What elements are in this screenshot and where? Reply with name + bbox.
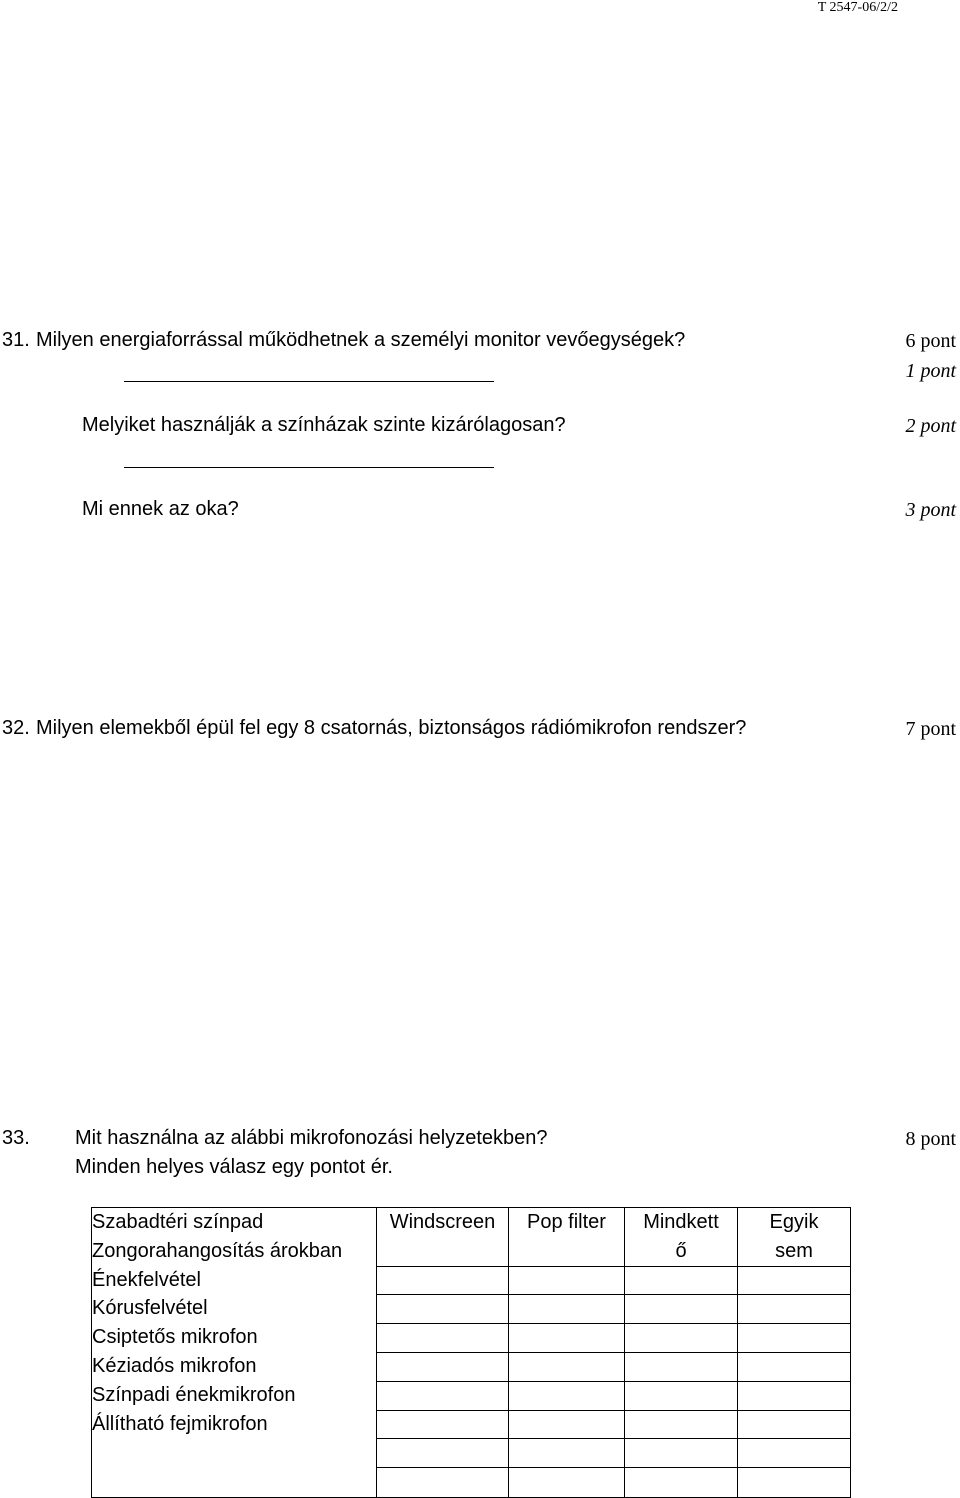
answer-cell[interactable]: [509, 1267, 624, 1296]
answer-cell[interactable]: [377, 1468, 508, 1497]
answer-cell[interactable]: [738, 1468, 850, 1497]
q31-answer-line-2[interactable]: [124, 467, 494, 468]
row-label: Állítható fejmikrofon: [92, 1412, 268, 1435]
column-header-line: sem: [775, 1239, 813, 1262]
row-label: Csiptetős mikrofon: [92, 1326, 258, 1349]
q31-question: Milyen energiaforrással működhetnek a személyi monitor vevőegységek?: [36, 329, 686, 351]
q33-points: 8 pont: [905, 1128, 956, 1150]
answer-cell[interactable]: [625, 1324, 737, 1353]
answer-cell[interactable]: [509, 1439, 624, 1468]
answer-cell[interactable]: [738, 1382, 850, 1411]
answer-column-windscreen: [377, 1266, 509, 1497]
answer-cell[interactable]: [509, 1295, 624, 1324]
q31-sub3-points: 3 pont: [905, 499, 956, 521]
answer-cell[interactable]: [377, 1267, 508, 1296]
q31-number: 31.: [2, 329, 30, 351]
answer-cell[interactable]: [377, 1324, 508, 1353]
row-label: Szabadtéri színpad: [92, 1211, 264, 1233]
document-code: T 2547-06/2/2: [817, 0, 898, 15]
q32-number: 32.: [2, 717, 30, 739]
answer-cell[interactable]: [738, 1295, 850, 1324]
answer-cell[interactable]: [738, 1411, 850, 1440]
q32-points: 7 pont: [905, 718, 956, 740]
answer-cell[interactable]: [509, 1411, 624, 1440]
row-label: Kéziadós mikrofon: [92, 1354, 257, 1377]
answer-cell[interactable]: [509, 1382, 624, 1411]
row-label: Zongorahangosítás árokban: [92, 1239, 343, 1262]
answer-cell[interactable]: [625, 1439, 737, 1468]
q33-answer-table: [91, 1207, 851, 1498]
answer-cell[interactable]: [625, 1295, 737, 1324]
answer-cell[interactable]: [509, 1468, 624, 1497]
answer-cell[interactable]: [377, 1353, 508, 1382]
q31-sub2-points: 2 pont: [905, 415, 956, 437]
column-header-line: Windscreen: [389, 1211, 496, 1233]
q31-answer-line-1[interactable]: [124, 381, 494, 382]
answer-column-neither: [738, 1266, 851, 1497]
q33-number: 33.: [2, 1127, 30, 1149]
q33-instruction: Minden helyes válasz egy pontot ér.: [75, 1156, 393, 1178]
answer-column-both: [625, 1266, 738, 1497]
answer-cell[interactable]: [377, 1295, 508, 1324]
column-header-both: [625, 1208, 738, 1267]
answer-cell[interactable]: [625, 1353, 737, 1382]
row-label: Énekfelvétel: [92, 1268, 201, 1291]
answer-cell[interactable]: [738, 1439, 850, 1468]
answer-cell[interactable]: [738, 1267, 850, 1296]
answer-cell[interactable]: [377, 1411, 508, 1440]
answer-cell[interactable]: [625, 1267, 737, 1296]
column-header-windscreen: [377, 1208, 509, 1267]
q31-points: 6 pont: [905, 330, 956, 352]
answer-cell[interactable]: [625, 1468, 737, 1497]
q31-sub3-question: Mi ennek az oka?: [82, 498, 239, 520]
row-label: Színpadi énekmikrofon: [92, 1383, 296, 1406]
situation-labels-cell: [92, 1208, 377, 1498]
answer-cell[interactable]: [625, 1382, 737, 1411]
q31-sub2-question: Melyiket használják a színházak szinte kizárólagosan?: [82, 414, 566, 436]
column-header-line: ő: [675, 1239, 687, 1262]
row-label: Kórusfelvétel: [92, 1297, 208, 1320]
answer-cell[interactable]: [377, 1382, 508, 1411]
answer-cell[interactable]: [509, 1324, 624, 1353]
column-header-line: Pop filter: [527, 1211, 606, 1233]
column-header-line: Egyik: [769, 1211, 819, 1233]
column-header-line: Mindkett: [643, 1211, 719, 1233]
table-header-row: [92, 1208, 851, 1267]
q33-question: Mit használna az alábbi mikrofonozási helyzetekben?: [75, 1127, 548, 1149]
answer-column-pop-filter: [509, 1266, 625, 1497]
q31-sub1-points: 1 pont: [905, 360, 956, 382]
answer-cell[interactable]: [738, 1324, 850, 1353]
answer-cell[interactable]: [738, 1353, 850, 1382]
answer-cell[interactable]: [509, 1353, 624, 1382]
column-header-neither: [738, 1208, 851, 1267]
answer-cell[interactable]: [377, 1439, 508, 1468]
q32-question: Milyen elemekből épül fel egy 8 csatornás, biztonságos rádiómikrofon rendszer?: [36, 717, 747, 739]
column-header-pop-filter: [509, 1208, 625, 1267]
answer-cell[interactable]: [625, 1411, 737, 1440]
